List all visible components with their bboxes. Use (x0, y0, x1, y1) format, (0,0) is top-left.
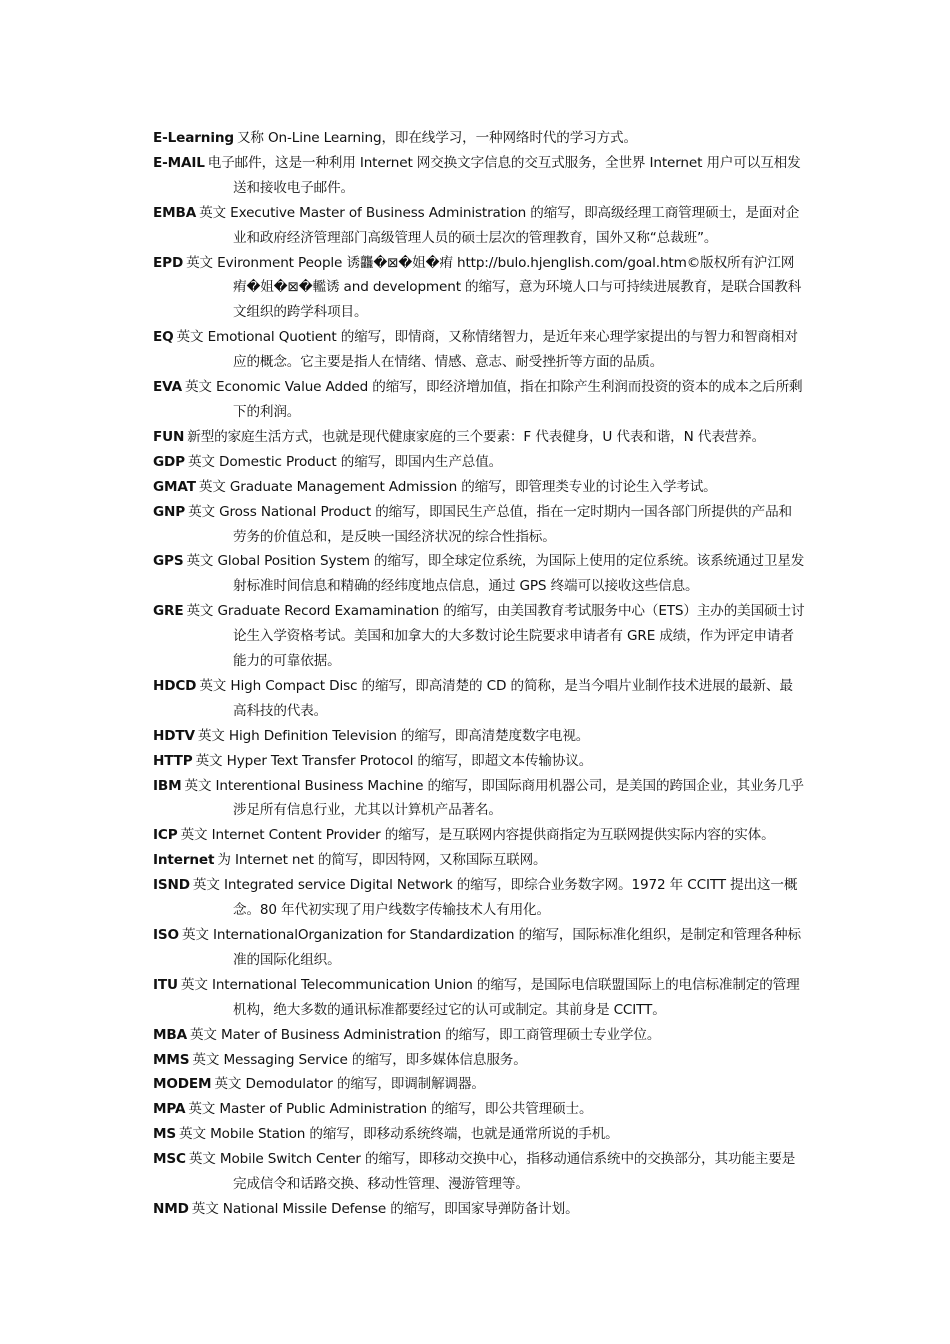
entry-term: MPA (153, 1101, 186, 1118)
glossary-entry (153, 1048, 805, 1073)
glossary-entry (153, 425, 805, 450)
entry-text: 英文 Mobile Switch Center 的缩写，即移动交换中心，指移动通信系统中的交换部分，其功能主要是完成信令和话路交换、移动性管理、漫游管理等。 (188, 1151, 796, 1193)
entry-text: 英文 Economic Value Added 的缩写，即经济增加值，指在扣除产生利润而投资的资本的成本之后所剩下的利润。 (184, 379, 803, 420)
entry-text: 英文 Evironment People 诱龘�⊠�姐�痏 http://bulo.hjenglish.com/goal.htm©版权所有沪江网痏�姐�⊠�轞诱 and development 的缩写，意为环境人口与可持续进展教育，是联合国教科文组织的跨学科项目。 (186, 254, 802, 321)
glossary-entry (153, 873, 805, 923)
entry-text: 英文 National Missile Defense 的缩写，即国家导弹防备计划。 (191, 1200, 579, 1217)
glossary-entry (153, 1072, 805, 1097)
glossary-list (153, 126, 805, 1222)
entry-text: 英文 High Definition Television 的缩写，即高清楚度数字电视。 (197, 727, 590, 744)
entry-text: 英文 Mater of Business Administration 的缩写，即工商管理硕士专业学位。 (189, 1026, 661, 1043)
entry-term: ICP (153, 827, 178, 844)
entry-text: 英文 Emotional Quotient 的缩写，即情商，又称情绪智力，是近年来心理学家提出的与智力和智商相对应的概念。它主要是指人在情绪、情感、意志、耐受挫折等方面的品质。 (176, 329, 798, 371)
glossary-entry (153, 774, 805, 824)
entry-text: 英文 Demodulator 的缩写，即调制解调器。 (214, 1076, 485, 1093)
entry-text: 英文 High Compact Disc 的缩写，即高清楚的 CD 的简称，是当今唱片业制作技术进展的最新、最高科技的代表。 (199, 677, 793, 719)
entry-text: 电子邮件，这是一种利用 Internet 网交换文字信息的交互式服务，全世界 Internet 用户可以互相发送和接收电子邮件。 (207, 154, 801, 196)
entry-text: 英文 International Telecommunication Union 的缩写，是国际电信联盟国际上的电信标准制定的管理机构，绝大多数的通讯标准都要经过它的认可或制定。其前身是 CCITT。 (180, 976, 800, 1018)
entry-text: 英文 Internet Content Provider 的缩写，是互联网内容提供商指定为互联网提供实际内容的实体。 (180, 827, 775, 844)
glossary-entry (153, 1097, 805, 1122)
entry-text: 英文 Hyper Text Transfer Protocol 的缩写，即超文本传输协议。 (195, 752, 593, 769)
entry-term: EVA (153, 379, 182, 396)
entry-text: 英文 Global Position System 的缩写，即全球定位系统，为国际上使用的定位系统。该系统通过卫星发射标准时间信息和精确的经纬度地点信息，通过 GPS 终端可以接收这些信息。 (186, 553, 805, 595)
entry-text: 英文 InternationalOrganization for Standardization 的缩写，国际标准化组织，是制定和管理各种标准的国际化组织。 (181, 927, 801, 968)
entry-term: Internet (153, 852, 215, 869)
entry-term: GRE (153, 603, 184, 620)
glossary-entry (153, 251, 805, 326)
glossary-entry (153, 848, 805, 873)
entry-term: GNP (153, 503, 186, 520)
entry-term: E-MAIL (153, 154, 205, 171)
entry-term: MS (153, 1126, 177, 1143)
glossary-entry (153, 201, 805, 251)
entry-text: 英文 Integrated service Digital Network 的缩写，即综合业务数字网。1972 年 CCITT 提出这一概念。80 年代初实现了用户线数字传输技术人有用化。 (192, 877, 798, 919)
entry-text: 为 Internet net 的简写，即因特网，又称国际互联网。 (217, 852, 547, 869)
entry-text: 英文 Messaging Service 的缩写，即多媒体信息服务。 (192, 1051, 527, 1068)
entry-term: MSC (153, 1151, 186, 1168)
glossary-entry (153, 674, 805, 724)
glossary-entry (153, 375, 805, 425)
entry-term: GPS (153, 553, 184, 570)
entry-term: FUN (153, 428, 185, 445)
glossary-entry (153, 923, 805, 973)
glossary-entry (153, 325, 805, 375)
entry-term: MMS (153, 1051, 190, 1068)
entry-term: NMD (153, 1200, 189, 1217)
entry-term: HDCD (153, 677, 197, 694)
entry-term: ISND (153, 877, 190, 894)
entry-term: E-Learning (153, 130, 234, 146)
entry-term: HTTP (153, 752, 193, 769)
glossary-entry (153, 549, 805, 599)
glossary-entry (153, 450, 805, 475)
entry-text: 英文 Graduate Management Admission 的缩写，即管理类专业的讨论生入学考试。 (198, 478, 717, 495)
entry-text: 英文 Graduate Record Examamination 的缩写，由美国教育考试服务中心（ETS）主办的美国硕士讨论生入学资格考试。美国和加拿大的大多数讨论生院要求申请者有 GRE 成绩，作为评定申请者能力的可靠依据。 (186, 603, 805, 670)
entry-text: 英文 Interentional Business Machine 的缩写，即国际商用机器公司，是美国的跨国企业，其业务几乎涉足所有信息行业，尤其以计算机产品著名。 (184, 777, 804, 819)
glossary-entry (153, 1147, 805, 1197)
entry-text: 新型的家庭生活方式，也就是现代健康家庭的三个要素：F 代表健身，U 代表和谐，N 代表营养。 (187, 428, 766, 445)
entry-text: 又称 On-Line Learning，即在线学习，一种网络时代的学习方式。 (236, 130, 637, 146)
entry-term: EQ (153, 329, 174, 346)
entry-term: IBM (153, 777, 182, 794)
entry-term: GMAT (153, 478, 196, 495)
glossary-entry (153, 599, 805, 674)
glossary-entry (153, 1122, 805, 1147)
glossary-entry (153, 724, 805, 749)
glossary-entry (153, 973, 805, 1023)
entry-term: MODEM (153, 1076, 212, 1093)
entry-term: GDP (153, 453, 185, 470)
entry-text: 英文 Master of Public Administration 的缩写，即公共管理硕士。 (188, 1101, 593, 1118)
glossary-entry (153, 475, 805, 500)
glossary-entry (153, 1197, 805, 1222)
entry-term: EPD (153, 254, 184, 271)
glossary-entry (153, 823, 805, 848)
glossary-entry (153, 749, 805, 774)
entry-term: ITU (153, 976, 178, 993)
entry-term: EMBA (153, 204, 197, 221)
entry-term: ISO (153, 927, 179, 943)
glossary-entry (153, 151, 805, 201)
entry-text: 英文 Mobile Station 的缩写，即移动系统终端，也就是通常所说的手机。 (179, 1126, 619, 1143)
glossary-entry (153, 500, 805, 550)
entry-term: MBA (153, 1026, 187, 1043)
entry-text: 英文 Executive Master of Business Administration 的缩写，即高级经理工商管理硕士，是面对企业和政府经济管理部门高级管理人员的硕士层次的管理教育，国外又称“总裁班”。 (199, 204, 800, 246)
entry-text: 英文 Domestic Product 的缩写，即国内生产总值。 (187, 453, 503, 470)
entry-term: HDTV (153, 727, 195, 744)
glossary-entry (153, 126, 805, 151)
glossary-entry (153, 1023, 805, 1048)
entry-text: 英文 Gross National Product 的缩写，即国民生产总值，指在一定时期内一国各部门所提供的产品和劳务的价值总和，是反映一国经济状况的综合性指标。 (188, 503, 792, 545)
